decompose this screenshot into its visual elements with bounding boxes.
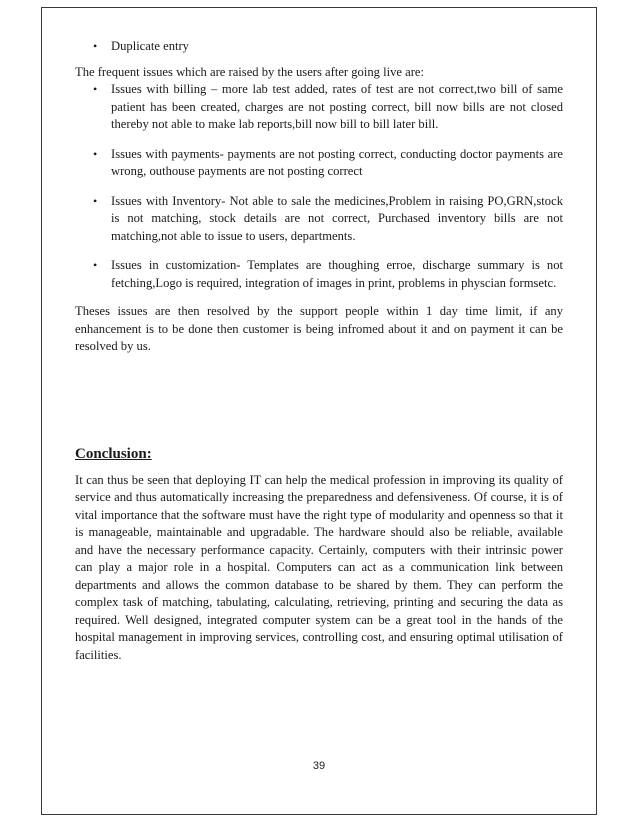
conclusion-heading: Conclusion: xyxy=(75,445,152,462)
list-item xyxy=(75,38,563,56)
bullet-icon: • xyxy=(93,146,98,161)
bullet-icon: • xyxy=(93,193,98,208)
bullet-icon: • xyxy=(93,258,98,272)
page-number: 39 xyxy=(312,760,326,772)
list-item xyxy=(75,193,563,246)
list-item-text: Issues with payments- payments are not posting correct, conducting doctor payments are wrong, outhouse payments are not posting correct xyxy=(111,146,563,178)
list-item-text: Issues with billing – more lab test added, rates of test are not correct,two bill of same patient has been created, charges are not posting correct, bill now bills are not closed thereby not able to make lab reports,bill now bill to bill later bill. xyxy=(111,82,563,131)
bullet-icon: • xyxy=(93,39,98,53)
list-item xyxy=(75,81,563,134)
page-content xyxy=(75,38,563,664)
conclusion-paragraph: It can thus be seen that deploying IT can help the medical profession in improving its quality of service and thus automatically increasing the preparedness and defensiveness. Of course, it is of vital importance that the software must have the right type of modularity and openness so that it is manageable, maintainable and upgradable. The hardware should also be reliable, available and have the necessary performance capacity. Certainly, computers with their intrinsic power can play a major role in a hospital. Computers can act as a communication link between departments and allows the common database to be shared by them. They can perform the complex task of matching, tabulating, calculating, retrieving, printing and securing the data as required. Well designed, integrated computer system can be a great tool in the hands of the hospital management in improving services, controlling cost, and ensuring optimal utilisation of facilities. xyxy=(75,472,563,662)
list-item-text: Duplicate entry xyxy=(111,39,189,53)
list-item-text: Issues in customization- Templates are thoughing erroe, discharge summary is not fetching,Logo is required, integration of images in print, problems in physcian formsetc. xyxy=(111,258,563,290)
list-item xyxy=(75,146,563,181)
top-bullet-list xyxy=(75,38,563,56)
intro-paragraph: The frequent issues which are raised by the users after going live are: xyxy=(75,64,424,79)
bullet-icon: • xyxy=(93,82,98,96)
list-item-text: Issues with Inventory- Not able to sale the medicines,Problem in raising PO,GRN,stock is not matching, stock details are not correct, Purchased inventory bills are not matching,not able to issue to users, departments. xyxy=(111,193,563,243)
issues-bullet-list xyxy=(75,81,563,292)
resolution-paragraph: Theses issues are then resolved by the support people within 1 day time limit, if any enhancement is to be done then customer is being infromed about it and on payment it can be resolved by us. xyxy=(75,304,563,353)
list-item xyxy=(75,257,563,292)
